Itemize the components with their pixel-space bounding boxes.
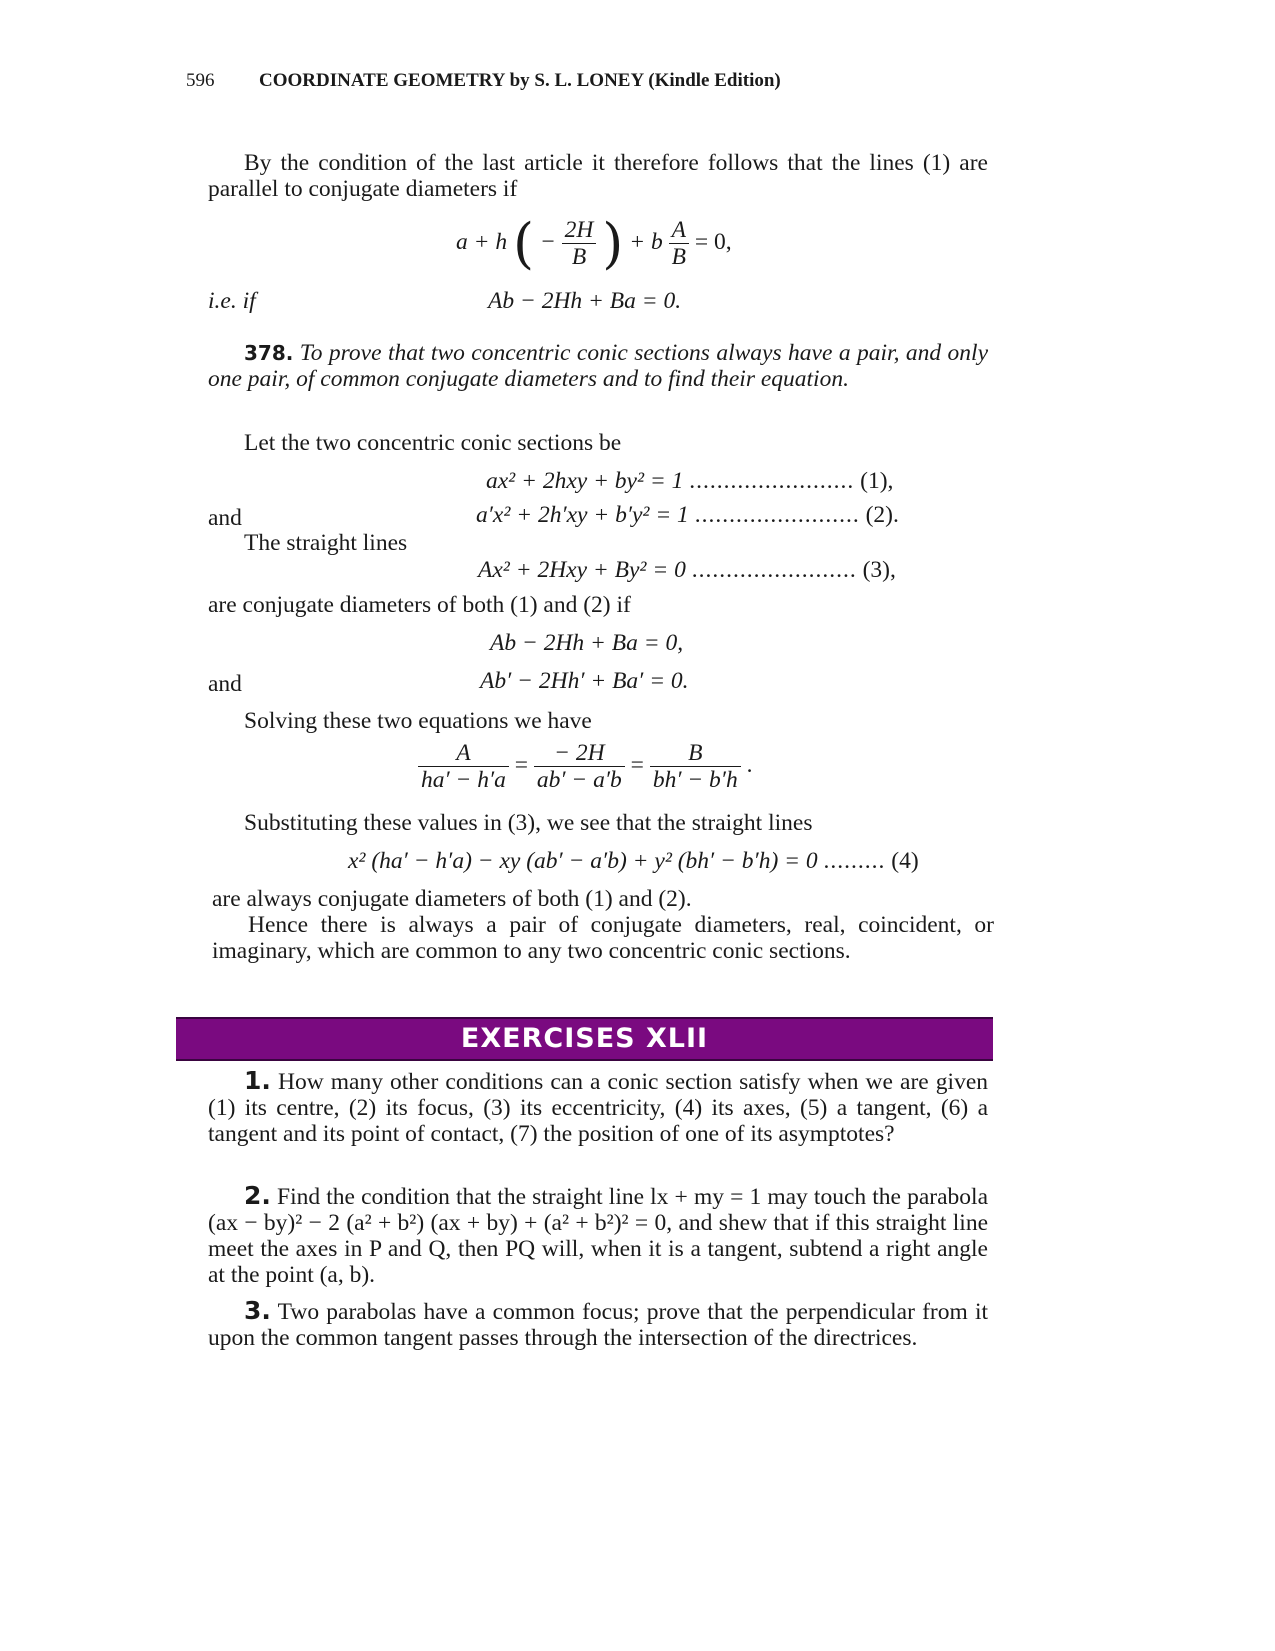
eq-body: x² (ha′ − h′a) − xy (ab′ − a′b) + y² (bh′ − b′h) = 0 [348,848,818,874]
leader-dots: ........................ [691,557,857,583]
exercise-text: How many other conditions can a conic section satisfy when we are given (1) its centre, (2) its focus, (3) its eccentricity, (4) its axes, (5) a tangent, (6) a tangent and its point of contact, (7) the position of one of its asymptotes? [208,1069,988,1147]
numerator: A [669,217,689,244]
exercise-number: 2. [244,1181,271,1210]
equation-number: (1), [860,468,894,494]
solving-paragraph: Solving these two equations we have [244,708,592,734]
fraction-2h-over-b [562,217,597,270]
denominator: B [671,244,686,270]
and-label: and [208,671,242,697]
denominator: ab′ − a′b [536,767,622,793]
fraction-a-over-b [669,217,689,270]
article-theorem: To prove that two concentric conic sections always have a pair, and only one pair, of common conjugate diameters and to find their equation. [208,340,988,392]
leader-dots: ........................ [694,502,860,528]
numerator: − 2H [534,740,625,767]
period: . [746,751,753,778]
article-number: 378. [244,341,294,365]
equation-number: (3), [862,557,896,583]
always-paragraph: are always conjugate diameters of both (1) and (2). [212,886,692,912]
equation-ab-prime: Ab′ − 2Hh′ + Ba′ = 0. [480,668,689,694]
exercise-number: 1. [244,1066,271,1095]
equation-ab: Ab − 2Hh + Ba = 0, [490,630,684,656]
eq-minus: − [539,228,556,255]
exercise-text: Find the condition that the straight line lx + my = 1 may touch the parabola (ax − by)² − 2 (a² + b²) (ax + by) + (a² + b²)² = 0, and shew that if this straight line meet the axes in P and Q, then PQ will, when it is a tangent, subtend a right angle at the point (a, b). [208,1184,988,1288]
eq-end: = 0, [694,228,732,255]
exercise-item [208,1068,988,1147]
equation-ie: Ab − 2Hh + Ba = 0. [488,288,682,314]
leader-dots: ........................ [689,468,855,494]
denominator: B [571,244,587,270]
equation-1 [486,468,893,495]
equals-sign: = [514,751,529,778]
substituting-paragraph: Substituting these values in (3), we see that the straight lines [244,810,813,836]
let-paragraph: Let the two concentric conic sections be [244,430,622,456]
right-paren: ) [602,212,624,275]
equation-number: (2). [865,502,899,528]
intro-paragraph: By the condition of the last article it therefore follows that the lines (1) are parallel to conjugate diameters if [208,150,988,202]
and-label: and [208,505,242,531]
denominator: ha′ − h′a [421,767,506,793]
numerator: 2H [562,217,597,244]
equation-number: (4) [891,848,919,874]
equation-ratios [418,740,752,793]
eq-term: a + h [456,228,508,255]
book-title: COORDINATE GEOMETRY by S. L. LONEY (Kindle Edition) [259,70,781,91]
eq-term: + b [629,228,663,255]
equation-3 [478,557,896,584]
exercise-number: 3. [244,1296,271,1325]
straight-lines-label: The straight lines [244,530,408,556]
eq-body: Ax² + 2Hxy + By² = 0 [478,557,686,583]
numerator: B [650,740,741,767]
hence-paragraph: Hence there is always a pair of conjugate diameters, real, coincident, or imaginary, which are common to any two concentric conic sections. [212,912,994,964]
fraction-a [418,740,509,793]
page-number: 596 [186,70,215,91]
eq-body: a′x² + 2h′xy + b′y² = 1 [476,502,689,528]
eq-body: ax² + 2hxy + by² = 1 [486,468,684,494]
fraction-2h [534,740,625,793]
article-statement [208,340,988,392]
ie-label: i.e. if [208,288,256,314]
numerator: A [418,740,509,767]
fraction-b [650,740,741,793]
conjugate-paragraph: are conjugate diameters of both (1) and (2) if [208,592,631,618]
exercise-text: Two parabolas have a common focus; prove that the perpendicular from it upon the common tangent passes through the intersection of the directrices. [208,1299,989,1351]
equation-4 [348,848,919,875]
exercise-item [208,1183,988,1288]
equation-2 [476,502,899,529]
equals-sign: = [630,751,644,778]
equation-conjugate-condition [456,212,732,275]
denominator: bh′ − b′h [652,767,738,793]
left-paren: ( [512,212,535,275]
exercises-banner: EXERCISES XLII [176,1017,993,1061]
leader-dots: ......... [823,848,886,874]
exercise-item [208,1298,988,1351]
